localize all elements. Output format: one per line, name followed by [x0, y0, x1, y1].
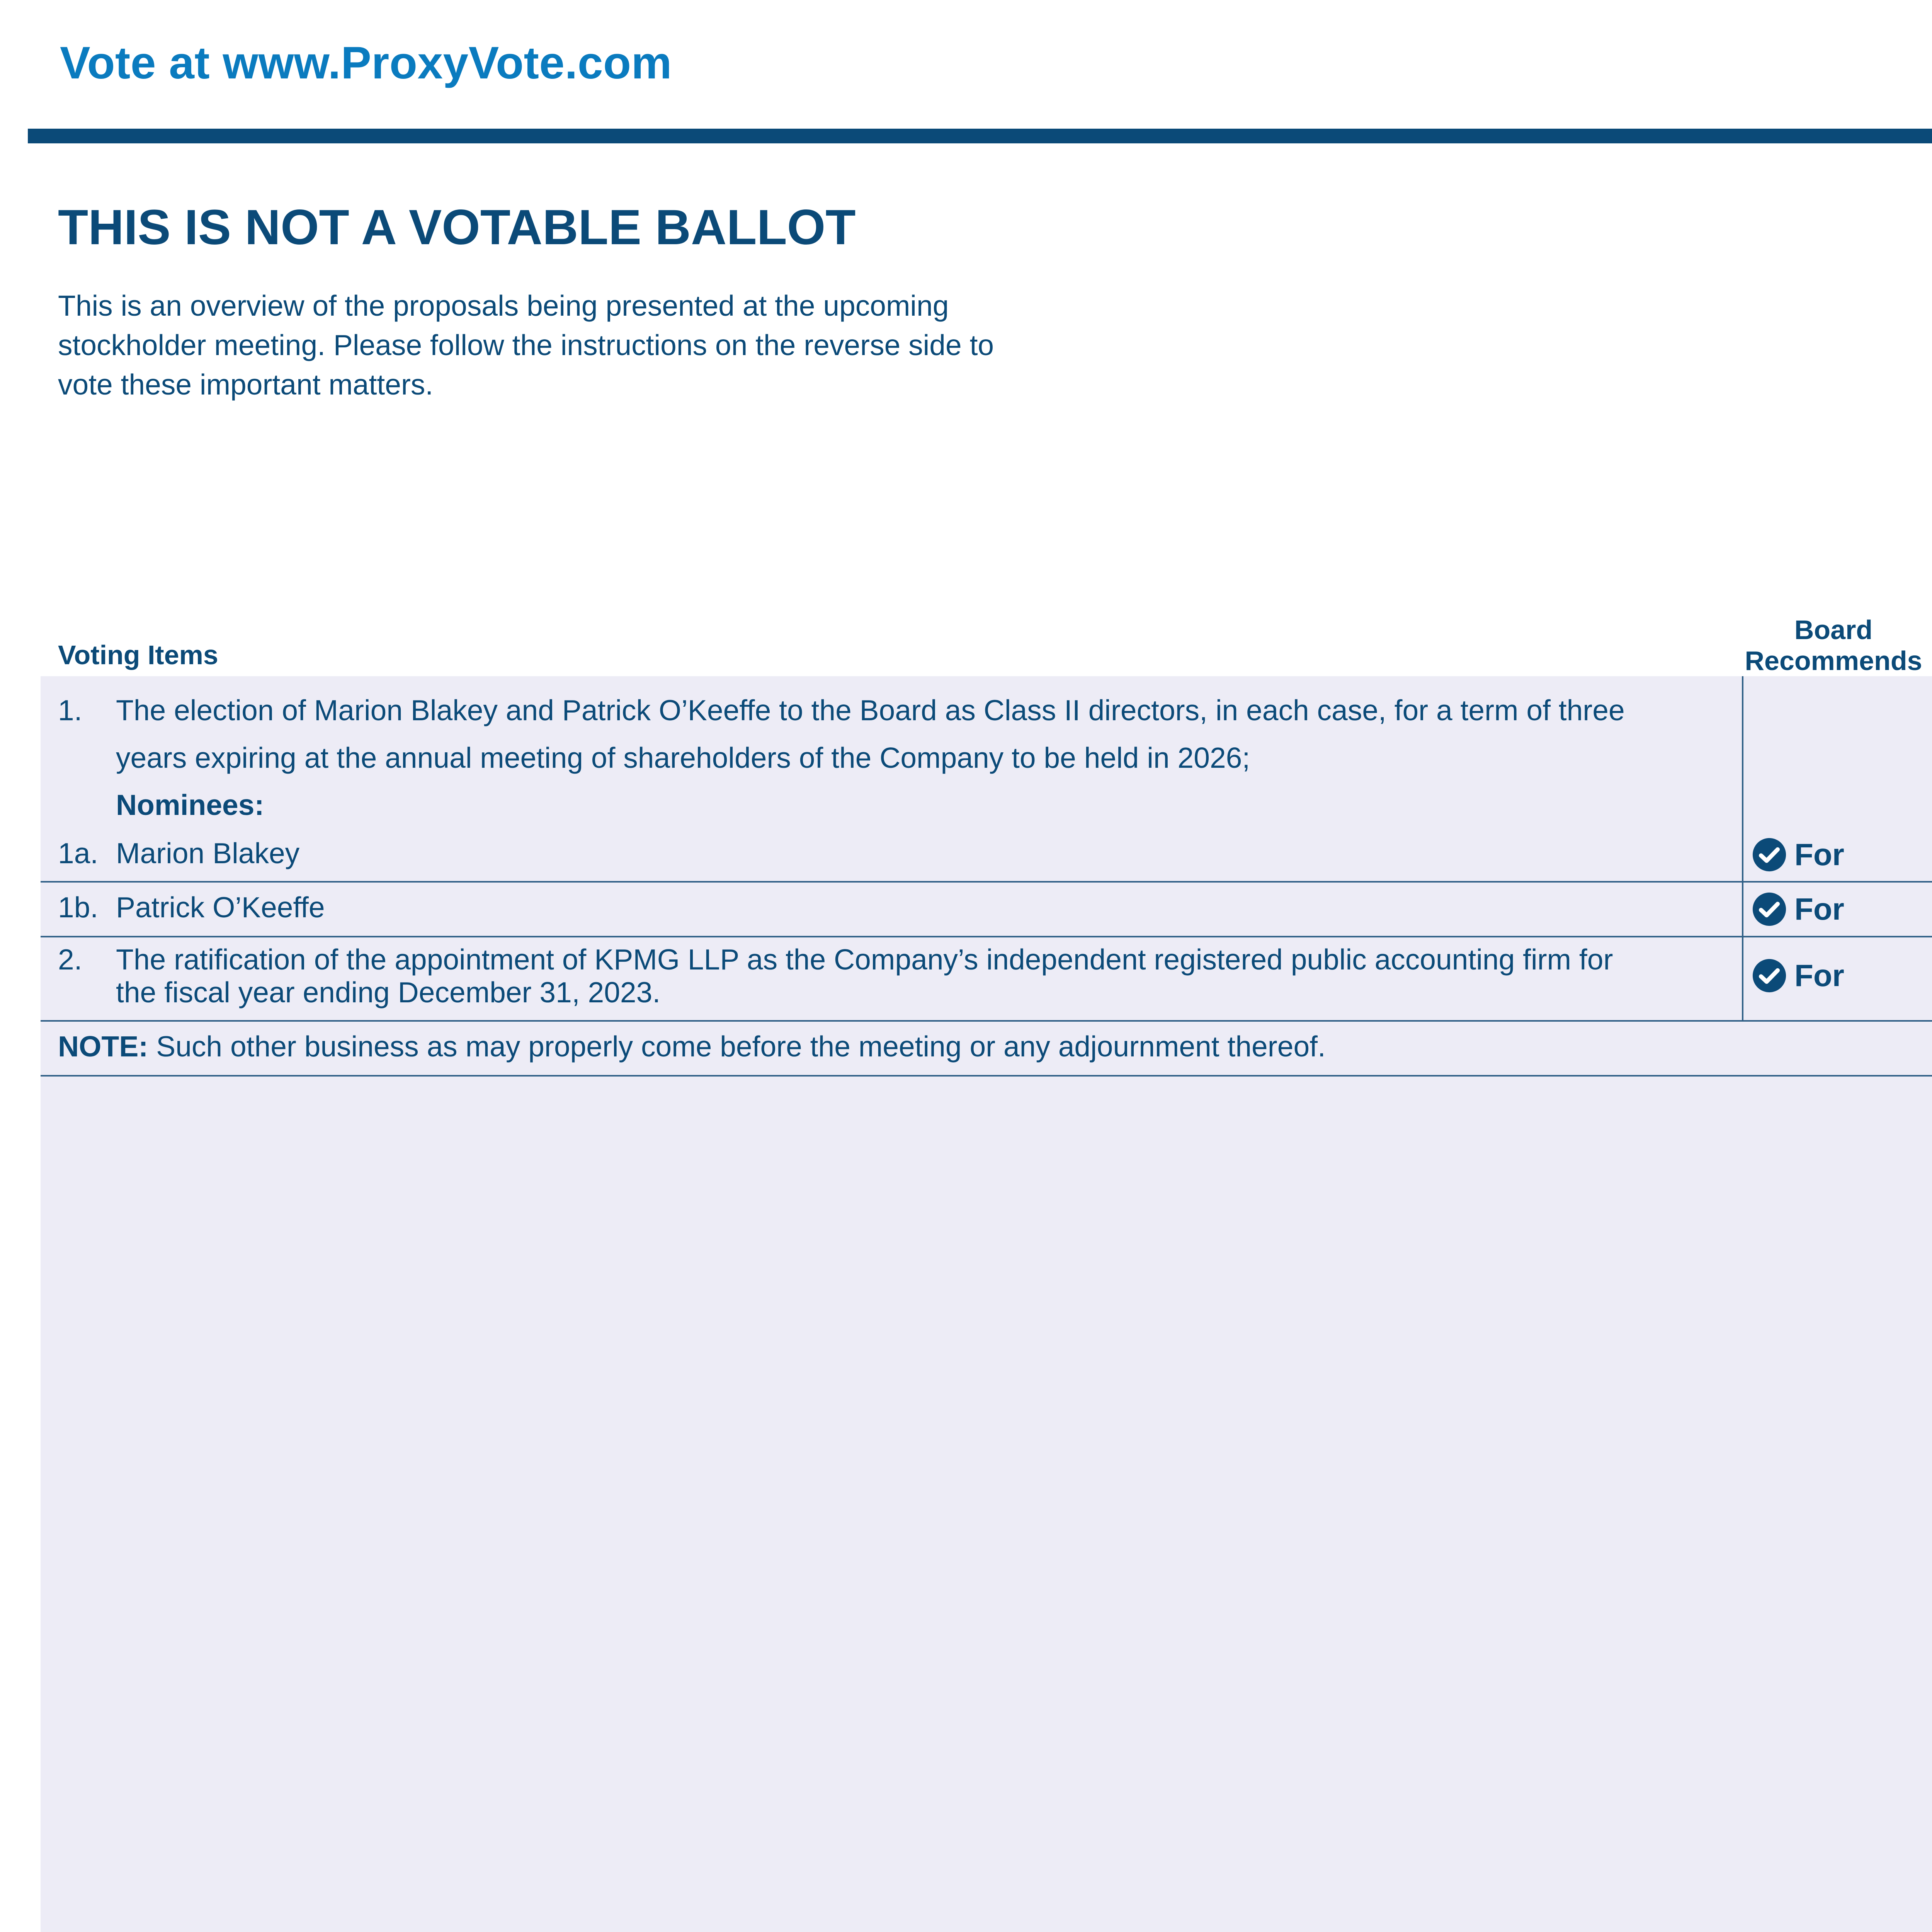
- header-title: Vote at www.ProxyVote.com: [60, 37, 672, 88]
- intro-text: This is an overview of the proposals being presented at the upcoming stockholder meeting. Please follow the instructions on the reverse side to vote these important matters.: [58, 289, 994, 401]
- row-divider: [41, 936, 1932, 937]
- item-number: 1.: [58, 694, 82, 726]
- item1-text-line1: The election of Marion Blakey and Patrick O’Keeffe to the Board as Class II directors, in each case, for a term of three: [116, 694, 1625, 726]
- voting-items-panel: [41, 676, 1932, 1932]
- column-header-board-line1: Board: [1794, 615, 1873, 645]
- page-title: THIS IS NOT A VOTABLE BALLOT: [58, 200, 856, 255]
- check-circle-icon: [1751, 837, 1787, 873]
- check-circle-icon: [1751, 957, 1787, 994]
- recommendation-for: [1751, 890, 1844, 929]
- item2-text-line1: The ratification of the appointment of KPMG LLP as the Company’s independent registered public accounting firm for: [116, 943, 1613, 976]
- note-text: Such other business as may properly come before the meeting or any adjournment thereof.: [148, 1030, 1326, 1063]
- row-divider: [41, 881, 1932, 883]
- row-divider: [41, 1020, 1932, 1022]
- nominees-label: Nominees:: [116, 789, 264, 821]
- row-divider: [41, 1075, 1932, 1077]
- item-number: 2.: [58, 943, 82, 976]
- item1-text-line2: years expiring at the annual meeting of shareholders of the Company to be held in 2026;: [116, 742, 1250, 774]
- note-label: NOTE:: [58, 1030, 148, 1063]
- nominee-name: Patrick O’Keeffe: [116, 891, 325, 923]
- item-number: 1b.: [58, 891, 99, 923]
- recommendation-label: For: [1794, 958, 1844, 993]
- check-circle-icon: [1751, 891, 1787, 927]
- column-header-board-line2: Recommends: [1745, 646, 1922, 676]
- note-row: [58, 1030, 1326, 1063]
- recommendation-label: For: [1794, 837, 1844, 872]
- header-rule: [28, 129, 1932, 143]
- recommendation-for: [1751, 835, 1844, 874]
- column-divider: [1742, 937, 1743, 1021]
- item-number: 1a.: [58, 837, 99, 869]
- item2-text-line2: the fiscal year ending December 31, 2023.: [116, 976, 661, 1009]
- column-divider: [1742, 882, 1743, 937]
- column-divider: [1742, 676, 1743, 881]
- recommendation-label: For: [1794, 892, 1844, 926]
- column-header-board-recommends: [1743, 614, 1924, 676]
- nominee-name: Marion Blakey: [116, 837, 300, 869]
- column-header-voting-items: Voting Items: [58, 640, 218, 670]
- recommendation-for: [1751, 956, 1844, 995]
